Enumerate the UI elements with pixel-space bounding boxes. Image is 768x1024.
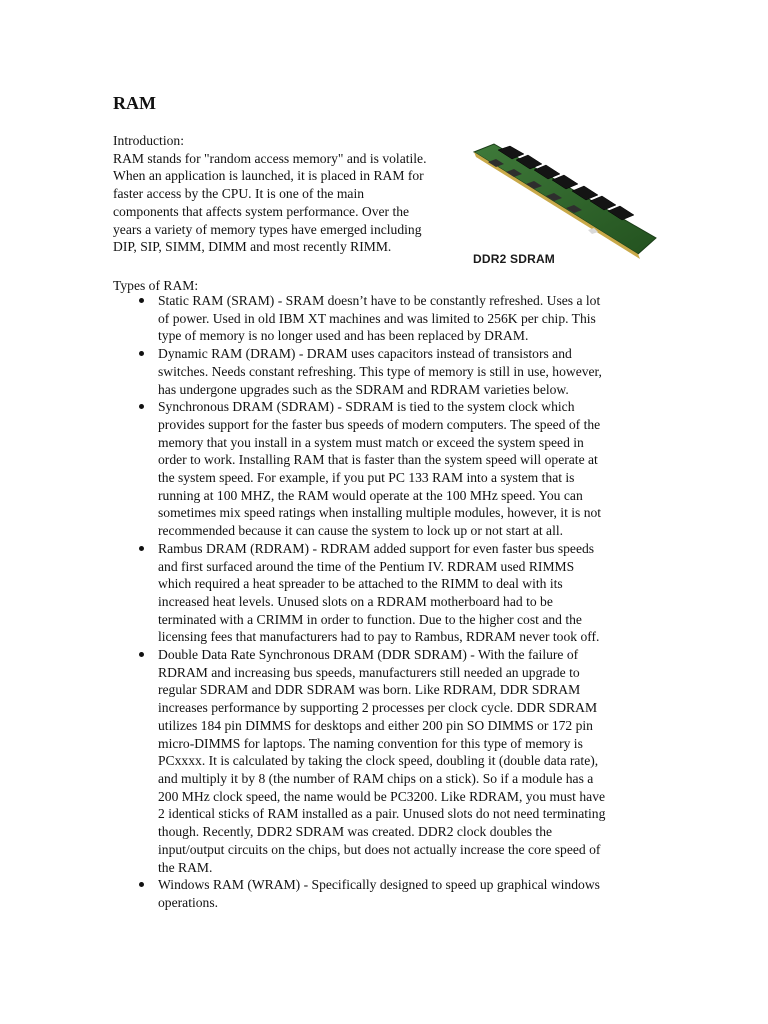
list-item-line: and first surfaced around the time of the Pentium IV. RDRAM used RIMMS [158,558,575,574]
list-item-line: utilizes 184 pin DIMMS for desktops and either 200 pin SO DIMMS or 172 pin [158,717,593,733]
list-item-line: Static RAM (SRAM) - SRAM doesn’t have to be constantly refreshed. Uses a lot [158,293,601,308]
list-item-line: operations. [158,894,219,910]
introduction-line: RAM stands for "random access memory" and is volatile. [113,150,427,166]
list-item-line: PCxxxx. It is calculated by taking the clock speed, doubling it (double data rate), [158,753,599,769]
list-item-line: Double Data Rate Synchronous DRAM (DDR SDRAM) - With the failure of [158,647,579,663]
list-item-line: running at 100 MHZ, the RAM would operate at the 100 MHz speed. You can [158,487,583,503]
list-item-line: of power. Used in old IBM XT machines and was limited to 256K per chip. This [158,310,596,326]
list-item-line: Synchronous DRAM (SDRAM) - SDRAM is tied to the system clock which [158,399,575,415]
list-item-line: Dynamic RAM (DRAM) - DRAM uses capacitors instead of transistors and [158,346,572,362]
bullet-icon [139,882,144,887]
list-item-line: the system speed. For example, if you put PC 133 RAM into a system that is [158,470,575,486]
image-caption: DDR2 SDRAM [473,252,556,266]
list-item-ddr-sdram [113,646,658,876]
introduction-section [113,132,468,256]
list-item-line: type of memory is no longer used and has been replaced by DRAM. [158,328,529,344]
list-item-line: switches. Needs constant refreshing. This type of memory is still in use, however, [158,363,602,379]
list-item-line: provides support for the faster bus speeds of modern computers. The speed of the [158,416,601,432]
list-item-line: Windows RAM (WRAM) - Specifically designed to speed up graphical windows [158,877,600,893]
list-item-line: increases performance by supporting 2 processes per clock cycle. DDR SDRAM [158,700,598,716]
ram-types-list [113,292,658,912]
types-of-ram-label: Types of RAM: [113,278,199,293]
bullet-icon [139,404,144,409]
list-item-line: Rambus DRAM (RDRAM) - RDRAM added support for even faster bus speeds [158,540,595,556]
list-item-sram [113,292,658,345]
list-item-line: licensing fees that manufacturers had to pay to Rambus, RDRAM never took off. [158,629,600,645]
list-item-line: increased heat levels. Unused slots on a RDRAM motherboard had to be [158,593,553,609]
list-item-dram [113,345,658,398]
introduction-line: components that affects system performance. Over the [113,203,410,219]
list-item-line: has undergone upgrades such as the SDRAM and RDRAM varieties below. [158,381,569,397]
list-item-line: memory that you install in a system must match or exceed the system speed in [158,434,584,450]
bullet-icon [139,652,144,657]
introduction-label: Introduction: [113,133,184,148]
list-item-line: 200 MHz clock speed, the name would be PC3200. Like RDRAM, you must have [158,788,606,804]
introduction-line: years a variety of memory types have emerged including [113,221,422,237]
list-item-rdram [113,540,658,646]
list-item-line: order to work. Installing RAM that is faster than the system speed will operate at [158,452,598,468]
list-item-line: regular SDRAM and DDR SDRAM was born. Like RDRAM, DDR SDRAM [158,682,581,698]
list-item-line: the RAM. [158,859,213,875]
list-item-wram [113,876,658,911]
list-item-line: micro-DIMMS for laptops. The naming convention for this type of memory is [158,735,583,751]
list-item-line: which required a heat spreader to be attached to the RIMM to deal with its [158,576,563,592]
introduction-line: DIP, SIP, SIMM, DIMM and most recently RIMM. [113,239,392,255]
introduction-line: faster access by the CPU. It is one of the main [113,186,365,202]
list-item-line: 2 identical sticks of RAM installed as a pair. Unused slots do not need terminating [158,806,606,822]
page-title: RAM [113,93,156,113]
introduction-line: When an application is launched, it is placed in RAM for [113,168,424,184]
bullet-icon [139,298,144,303]
list-item-line: and multiply it by 8 (the number of RAM chips on a stick). So if a module has a [158,770,594,786]
list-item-sdram [113,398,658,540]
list-item-line: terminated with a CRIMM in order to function. Due to the higher cost and the [158,611,582,627]
bullet-icon [139,546,144,551]
bullet-icon [139,351,144,356]
list-item-line: recommended because it can cause the system to lock up or not start at all. [158,523,564,539]
list-item-line: sometimes mix speed ratings when installing multiple modules, however, it is not [158,505,602,521]
list-item-line: input/output circuits on the chips, but does not actually increase the core speed of [158,841,601,857]
list-item-line: though. Recently, DDR2 SDRAM was created. DDR2 clock doubles the [158,824,553,840]
list-item-line: RDRAM and increasing bus speeds, manufacturers still needed an upgrade to [158,664,580,680]
